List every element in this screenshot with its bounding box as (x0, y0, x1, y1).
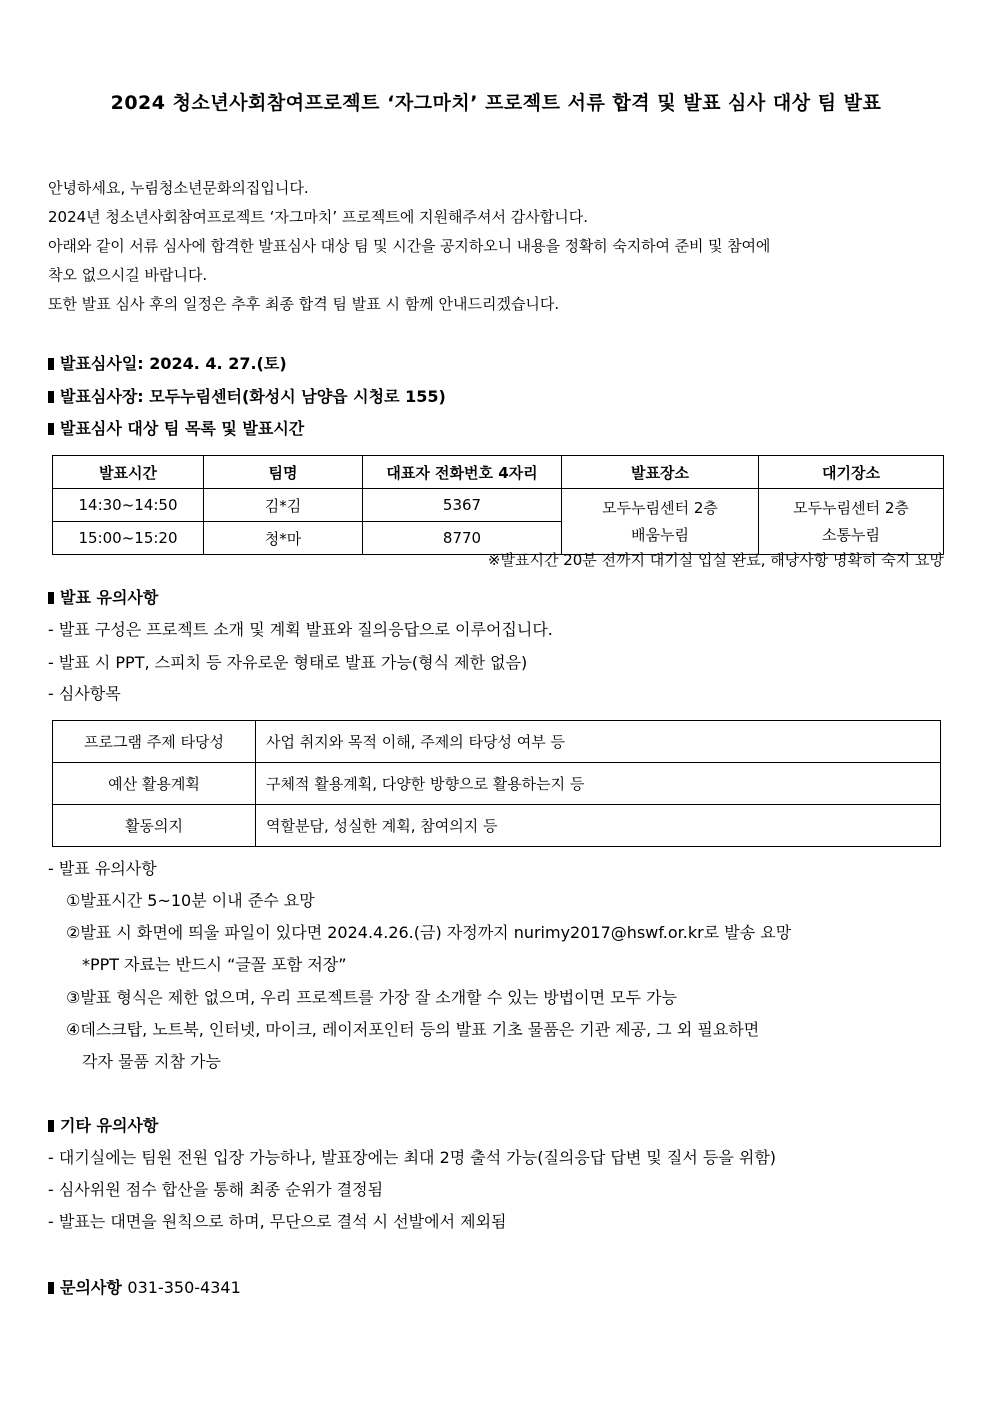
team-cell: 청*마 (204, 522, 363, 555)
phone-cell: 8770 (363, 522, 562, 555)
column-header: 팀명 (204, 456, 363, 489)
table-row (53, 805, 941, 847)
notes-sub-item: ①발표시간 5~10분 이내 준수 요망 (66, 891, 315, 910)
column-header: 발표장소 (562, 456, 759, 489)
column-header: 발표시간 (53, 456, 204, 489)
column-header: 대표자 전화번호 4자리 (363, 456, 562, 489)
venue-cell: 모두누림센터 2층 배움누림 (562, 489, 759, 555)
criteria-item: 프로그램 주제 타당성 (53, 721, 256, 763)
teams-heading: 발표심사 대상 팀 목록 및 발표시간 (48, 416, 304, 439)
notes-heading: 발표 유의사항 (48, 585, 158, 608)
square-bullet-icon (48, 1120, 54, 1132)
other-bullet: - 발표는 대면을 원칙으로 하며, 무단으로 결석 시 선발에서 제외됨 (48, 1212, 507, 1231)
notes-sub-item: ③발표 형식은 제한 없으며, 우리 프로젝트를 가장 잘 소개할 수 있는 방법이면 모두 가능 (66, 988, 678, 1007)
contact-phone: 031-350-4341 (127, 1278, 241, 1297)
criteria-desc: 역할분담, 성실한 계획, 참여의지 등 (256, 805, 941, 847)
intro-line: 또한 발표 심사 후의 일정은 추후 최종 합격 팀 발표 시 함께 안내드리겠습니다. (48, 295, 560, 313)
square-bullet-icon (48, 423, 54, 435)
intro-line: 2024년 청소년사회참여프로젝트 ‘자그마치’ 프로젝트에 지원해주셔서 감사합니다. (48, 208, 589, 226)
square-bullet-icon (48, 391, 54, 403)
notes-bullet: - 발표 시 PPT, 스피치 등 자유로운 형태로 발표 가능(형식 제한 없음) (48, 653, 528, 672)
schedule-note: ※발표시간 20분 전까지 대기실 입실 완료, 해당사항 명확히 숙지 요망 (487, 551, 944, 569)
other-heading: 기타 유의사항 (48, 1113, 158, 1136)
waiting-room-cell: 모두누림센터 2층 소통누림 (759, 489, 944, 555)
criteria-item: 활동의지 (53, 805, 256, 847)
time-cell: 14:30~14:50 (53, 489, 204, 522)
venue-heading: 발표심사장: 모두누림센터(화성시 남양읍 시청로 155) (48, 384, 446, 407)
contact-line (48, 1275, 241, 1298)
column-header: 대기장소 (759, 456, 944, 489)
notes-sub-item: ②발표 시 화면에 띄울 파일이 있다면 2024.4.26.(금) 자정까지 nurimy2017@hswf.or.kr로 발송 요망 (66, 923, 792, 942)
table-header-row (53, 456, 944, 489)
intro-line: 안녕하세요, 누림청소년문화의집입니다. (48, 179, 309, 197)
page-title: 2024 청소년사회참여프로젝트 ‘자그마치’ 프로젝트 서류 합격 및 발표 심사 대상 팀 발표 (110, 92, 882, 114)
criteria-item: 예산 활용계획 (53, 763, 256, 805)
intro-line: 착오 없으시길 바랍니다. (48, 266, 208, 284)
table-row (53, 763, 941, 805)
table-row (53, 489, 944, 522)
notes-sub-item: ④데스크탑, 노트북, 인터넷, 마이크, 레이저포인터 등의 발표 기초 물품은 기관 제공, 그 외 필요하면 (66, 1020, 760, 1039)
team-cell: 김*김 (204, 489, 363, 522)
contact-label: 문의사항 (60, 1278, 122, 1297)
time-cell: 15:00~15:20 (53, 522, 204, 555)
date-heading: 발표심사일: 2024. 4. 27.(토) (48, 351, 287, 374)
criteria-desc: 사업 취지와 목적 이해, 주제의 타당성 여부 등 (256, 721, 941, 763)
intro-line: 아래와 같이 서류 심사에 합격한 발표심사 대상 팀 및 시간을 공지하오니 내용을 정확히 숙지하여 준비 및 참여에 (48, 237, 771, 255)
criteria-table (52, 720, 941, 847)
criteria-desc: 구체적 활용계획, 다양한 방향으로 활용하는지 등 (256, 763, 941, 805)
square-bullet-icon (48, 358, 54, 370)
table-row (53, 721, 941, 763)
schedule-table (52, 455, 944, 555)
notes-bullet: - 심사항목 (48, 684, 121, 703)
other-bullet: - 심사위원 점수 합산을 통해 최종 순위가 결정됨 (48, 1180, 384, 1199)
square-bullet-icon (48, 592, 54, 604)
other-bullet: - 대기실에는 팀원 전원 입장 가능하나, 발표장에는 최대 2명 출석 가능(질의응답 답변 및 질서 등을 위함) (48, 1148, 777, 1167)
notes-sub-title: - 발표 유의사항 (48, 859, 157, 878)
notes-sub-item: *PPT 자료는 반드시 “글꼴 포함 저장” (82, 955, 347, 974)
notes-sub-item: 각자 물품 지참 가능 (82, 1052, 221, 1071)
square-bullet-icon (48, 1282, 54, 1294)
intro-text (48, 174, 938, 319)
notes-bullet: - 발표 구성은 프로젝트 소개 및 계획 발표와 질의응답으로 이루어집니다. (48, 620, 553, 639)
phone-cell: 5367 (363, 489, 562, 522)
